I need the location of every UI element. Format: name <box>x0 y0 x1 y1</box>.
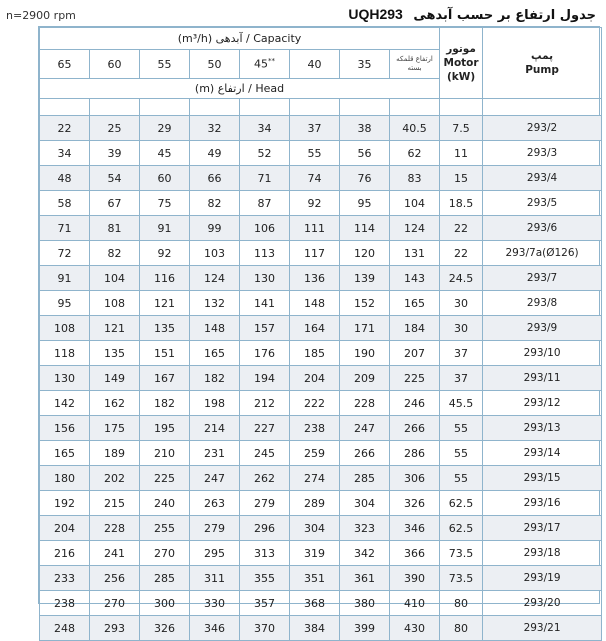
head-cell: 92 <box>140 241 190 266</box>
head-cell: 37 <box>290 116 340 141</box>
head-cell: 75 <box>140 191 190 216</box>
flow-35: 35 <box>340 50 390 79</box>
motor-cell: 37 <box>440 366 483 391</box>
table-row <box>40 441 602 466</box>
motor-cell: 80 <box>440 591 483 616</box>
head-cell: 209 <box>340 366 390 391</box>
head-cell: 216 <box>40 541 90 566</box>
head-cell: 228 <box>90 516 140 541</box>
table-row <box>40 391 602 416</box>
motor-label-en: Motor <box>443 57 479 69</box>
head-cell: 190 <box>340 341 390 366</box>
head-cell: 34 <box>40 141 90 166</box>
head-cell: 184 <box>390 316 440 341</box>
head-cell: 323 <box>340 516 390 541</box>
head-cell: 370 <box>240 616 290 641</box>
head-cell: 141 <box>240 291 290 316</box>
head-cell: 106 <box>240 216 290 241</box>
head-cell: 54 <box>90 166 140 191</box>
table-row <box>40 366 602 391</box>
head-cell: 83 <box>390 166 440 191</box>
pump-cell: 293/5 <box>483 191 602 216</box>
head-cell: 238 <box>290 416 340 441</box>
head-cell: 135 <box>140 316 190 341</box>
head-cell: 293 <box>90 616 140 641</box>
head-cell: 38 <box>340 116 390 141</box>
shutoff-head-header: ارتفاع قلمکه بسته <box>390 50 440 79</box>
head-cell: 95 <box>40 291 90 316</box>
head-cell: 52 <box>240 141 290 166</box>
head-cell: 92 <box>290 191 340 216</box>
head-cell: 215 <box>90 491 140 516</box>
head-cell: 120 <box>340 241 390 266</box>
head-cell: 346 <box>390 516 440 541</box>
title-fa: جدول ارتفاع بر حسب آبدهی <box>413 8 596 23</box>
table-row <box>40 491 602 516</box>
header-row <box>0 6 606 26</box>
head-cell: 204 <box>290 366 340 391</box>
pump-cell: 293/11 <box>483 366 602 391</box>
head-cell: 248 <box>40 616 90 641</box>
head-cell: 164 <box>290 316 340 341</box>
head-capacity-table <box>39 27 602 641</box>
head-cell: 289 <box>290 491 340 516</box>
head-cell: 225 <box>140 466 190 491</box>
head-cell: 121 <box>90 316 140 341</box>
head-cell: 366 <box>390 541 440 566</box>
head-cell: 313 <box>240 541 290 566</box>
head-cell: 104 <box>390 191 440 216</box>
head-cell: 104 <box>90 266 140 291</box>
head-cell: 82 <box>90 241 140 266</box>
head-cell: 111 <box>290 216 340 241</box>
head-cell: 285 <box>340 466 390 491</box>
head-cell: 380 <box>340 591 390 616</box>
table-row <box>40 266 602 291</box>
rpm-label: n=2900 rpm <box>6 9 76 22</box>
page-title <box>348 6 596 23</box>
head-cell: 139 <box>340 266 390 291</box>
table-row <box>40 341 602 366</box>
motor-cell: 55 <box>440 416 483 441</box>
head-cell: 185 <box>290 341 340 366</box>
pump-cell: 293/7 <box>483 266 602 291</box>
table-row <box>40 241 602 266</box>
head-cell: 225 <box>390 366 440 391</box>
head-cell: 29 <box>140 116 190 141</box>
pump-cell: 293/8 <box>483 291 602 316</box>
motor-cell: 18.5 <box>440 191 483 216</box>
head-cell: 135 <box>90 341 140 366</box>
motor-cell: 55 <box>440 441 483 466</box>
head-cell: 22 <box>40 116 90 141</box>
head-cell: 204 <box>40 516 90 541</box>
pump-cell: 293/3 <box>483 141 602 166</box>
pump-cell: 293/7a(Ø126) <box>483 241 602 266</box>
flow-60: 60 <box>90 50 140 79</box>
flow-65: 65 <box>40 50 90 79</box>
head-cell: 270 <box>140 541 190 566</box>
motor-cell: 11 <box>440 141 483 166</box>
pump-cell: 293/12 <box>483 391 602 416</box>
head-cell: 240 <box>140 491 190 516</box>
head-cell: 202 <box>90 466 140 491</box>
pump-cell: 293/6 <box>483 216 602 241</box>
head-cell: 124 <box>390 216 440 241</box>
model-name: UQH293 <box>348 6 403 22</box>
head-cell: 25 <box>90 116 140 141</box>
motor-unit: (kW) <box>446 71 476 83</box>
flow-40: 40 <box>290 50 340 79</box>
performance-table <box>38 26 600 635</box>
head-cell: 175 <box>90 416 140 441</box>
motor-cell: 62.5 <box>440 516 483 541</box>
head-cell: 165 <box>190 341 240 366</box>
head-cell: 263 <box>190 491 240 516</box>
head-cell: 113 <box>240 241 290 266</box>
head-cell: 148 <box>290 291 340 316</box>
head-cell: 399 <box>340 616 390 641</box>
head-cell: 233 <box>40 566 90 591</box>
motor-cell: 15 <box>440 166 483 191</box>
head-cell: 71 <box>40 216 90 241</box>
head-cell: 171 <box>340 316 390 341</box>
head-cell: 82 <box>190 191 240 216</box>
head-cell: 245 <box>240 441 290 466</box>
motor-cell: 37 <box>440 341 483 366</box>
pump-cell: 293/17 <box>483 516 602 541</box>
head-cell: 326 <box>390 491 440 516</box>
pump-cell: 293/9 <box>483 316 602 341</box>
head-cell: 326 <box>140 616 190 641</box>
head-cell: 194 <box>240 366 290 391</box>
motor-cell: 22 <box>440 216 483 241</box>
pump-label-fa: پمپ <box>530 50 554 62</box>
head-cell: 195 <box>140 416 190 441</box>
table-row <box>40 191 602 216</box>
head-cell: 91 <box>40 266 90 291</box>
head-cell: 136 <box>290 266 340 291</box>
head-cell: 361 <box>340 566 390 591</box>
flow-45: 45** <box>240 50 290 79</box>
motor-cell: 73.5 <box>440 566 483 591</box>
motor-cell: 30 <box>440 291 483 316</box>
head-cell: 295 <box>190 541 240 566</box>
head-cell: 149 <box>90 366 140 391</box>
head-cell: 39 <box>90 141 140 166</box>
head-cell: 95 <box>340 191 390 216</box>
head-cell: 48 <box>40 166 90 191</box>
motor-cell: 7.5 <box>440 116 483 141</box>
pump-cell: 293/4 <box>483 166 602 191</box>
pump-cell: 293/21 <box>483 616 602 641</box>
head-cell: 296 <box>240 516 290 541</box>
head-cell: 76 <box>340 166 390 191</box>
head-cell: 384 <box>290 616 340 641</box>
head-cell: 342 <box>340 541 390 566</box>
head-cell: 255 <box>140 516 190 541</box>
head-cell: 198 <box>190 391 240 416</box>
head-cell: 131 <box>390 241 440 266</box>
head-cell: 346 <box>190 616 240 641</box>
table-row <box>40 316 602 341</box>
head-cell: 34 <box>240 116 290 141</box>
flow-50: 50 <box>190 50 240 79</box>
spacer-row <box>40 99 602 116</box>
head-cell: 286 <box>390 441 440 466</box>
head-cell: 156 <box>40 416 90 441</box>
pump-cell: 293/16 <box>483 491 602 516</box>
pump-cell: 293/13 <box>483 416 602 441</box>
head-cell: 262 <box>240 466 290 491</box>
head-cell: 228 <box>340 391 390 416</box>
head-cell: 143 <box>390 266 440 291</box>
head-cell: 165 <box>390 291 440 316</box>
head-cell: 118 <box>40 341 90 366</box>
head-cell: 300 <box>140 591 190 616</box>
head-cell: 311 <box>190 566 240 591</box>
head-cell: 130 <box>240 266 290 291</box>
head-cell: 180 <box>40 466 90 491</box>
table-row <box>40 516 602 541</box>
motor-label-fa: موتور <box>446 43 476 55</box>
head-cell: 157 <box>240 316 290 341</box>
head-cell: 60 <box>140 166 190 191</box>
head-cell: 247 <box>340 416 390 441</box>
motor-cell: 30 <box>440 316 483 341</box>
pump-header <box>483 28 602 99</box>
motor-cell: 80 <box>440 616 483 641</box>
head-cell: 319 <box>290 541 340 566</box>
head-cell: 246 <box>390 391 440 416</box>
head-cell: 410 <box>390 591 440 616</box>
head-cell: 210 <box>140 441 190 466</box>
motor-cell: 73.5 <box>440 541 483 566</box>
table-row <box>40 466 602 491</box>
head-cell: 55 <box>290 141 340 166</box>
pump-cell: 293/2 <box>483 116 602 141</box>
head-cell: 368 <box>290 591 340 616</box>
head-cell: 81 <box>90 216 140 241</box>
head-cell: 71 <box>240 166 290 191</box>
head-cell: 116 <box>140 266 190 291</box>
head-cell: 56 <box>340 141 390 166</box>
table-row <box>40 566 602 591</box>
motor-cell: 62.5 <box>440 491 483 516</box>
head-cell: 176 <box>240 341 290 366</box>
head-cell: 40.5 <box>390 116 440 141</box>
table-row <box>40 291 602 316</box>
table-row <box>40 541 602 566</box>
head-cell: 285 <box>140 566 190 591</box>
table-row <box>40 216 602 241</box>
head-cell: 212 <box>240 391 290 416</box>
head-cell: 62 <box>390 141 440 166</box>
head-cell: 49 <box>190 141 240 166</box>
head-cell: 357 <box>240 591 290 616</box>
head-cell: 32 <box>190 116 240 141</box>
head-cell: 304 <box>340 491 390 516</box>
head-cell: 330 <box>190 591 240 616</box>
flow-45-mark: ** <box>268 57 275 66</box>
motor-cell: 22 <box>440 241 483 266</box>
motor-header <box>440 28 483 99</box>
head-cell: 58 <box>40 191 90 216</box>
head-cell: 241 <box>90 541 140 566</box>
table-row <box>40 416 602 441</box>
head-cell: 108 <box>40 316 90 341</box>
pump-cell: 293/14 <box>483 441 602 466</box>
pump-cell: 293/10 <box>483 341 602 366</box>
head-cell: 117 <box>290 241 340 266</box>
head-cell: 390 <box>390 566 440 591</box>
head-cell: 227 <box>240 416 290 441</box>
head-cell: 266 <box>340 441 390 466</box>
head-cell: 355 <box>240 566 290 591</box>
head-cell: 132 <box>190 291 240 316</box>
motor-cell: 55 <box>440 466 483 491</box>
capacity-header: (m³/h) آبدهی / Capacity <box>40 28 440 50</box>
head-cell: 87 <box>240 191 290 216</box>
pump-cell: 293/15 <box>483 466 602 491</box>
head-cell: 152 <box>340 291 390 316</box>
head-cell: 231 <box>190 441 240 466</box>
table-row <box>40 616 602 641</box>
head-cell: 114 <box>340 216 390 241</box>
flow-55: 55 <box>140 50 190 79</box>
table-row <box>40 166 602 191</box>
head-cell: 222 <box>290 391 340 416</box>
head-cell: 148 <box>190 316 240 341</box>
head-cell: 270 <box>90 591 140 616</box>
head-cell: 67 <box>90 191 140 216</box>
head-cell: 45 <box>140 141 190 166</box>
head-cell: 266 <box>390 416 440 441</box>
head-cell: 189 <box>90 441 140 466</box>
head-cell: 306 <box>390 466 440 491</box>
head-cell: 274 <box>290 466 340 491</box>
head-cell: 72 <box>40 241 90 266</box>
head-cell: 66 <box>190 166 240 191</box>
head-cell: 99 <box>190 216 240 241</box>
head-cell: 103 <box>190 241 240 266</box>
head-cell: 182 <box>140 391 190 416</box>
head-cell: 247 <box>190 466 240 491</box>
head-cell: 430 <box>390 616 440 641</box>
head-cell: 124 <box>190 266 240 291</box>
head-cell: 214 <box>190 416 240 441</box>
head-cell: 74 <box>290 166 340 191</box>
table-row <box>40 141 602 166</box>
head-cell: 142 <box>40 391 90 416</box>
head-header: (m) ارتفاع / Head <box>40 79 440 99</box>
pump-cell: 293/20 <box>483 591 602 616</box>
head-cell: 192 <box>40 491 90 516</box>
head-cell: 108 <box>90 291 140 316</box>
motor-cell: 45.5 <box>440 391 483 416</box>
head-cell: 279 <box>240 491 290 516</box>
head-cell: 238 <box>40 591 90 616</box>
motor-cell: 24.5 <box>440 266 483 291</box>
head-cell: 182 <box>190 366 240 391</box>
table-row <box>40 116 602 141</box>
head-cell: 162 <box>90 391 140 416</box>
head-cell: 167 <box>140 366 190 391</box>
head-cell: 207 <box>390 341 440 366</box>
head-cell: 279 <box>190 516 240 541</box>
head-cell: 91 <box>140 216 190 241</box>
head-cell: 256 <box>90 566 140 591</box>
head-cell: 121 <box>140 291 190 316</box>
head-cell: 351 <box>290 566 340 591</box>
head-cell: 304 <box>290 516 340 541</box>
head-cell: 165 <box>40 441 90 466</box>
head-cell: 151 <box>140 341 190 366</box>
table-row <box>40 591 602 616</box>
pump-label-en: Pump <box>525 64 559 76</box>
head-cell: 259 <box>290 441 340 466</box>
pump-cell: 293/18 <box>483 541 602 566</box>
pump-cell: 293/19 <box>483 566 602 591</box>
head-cell: 130 <box>40 366 90 391</box>
